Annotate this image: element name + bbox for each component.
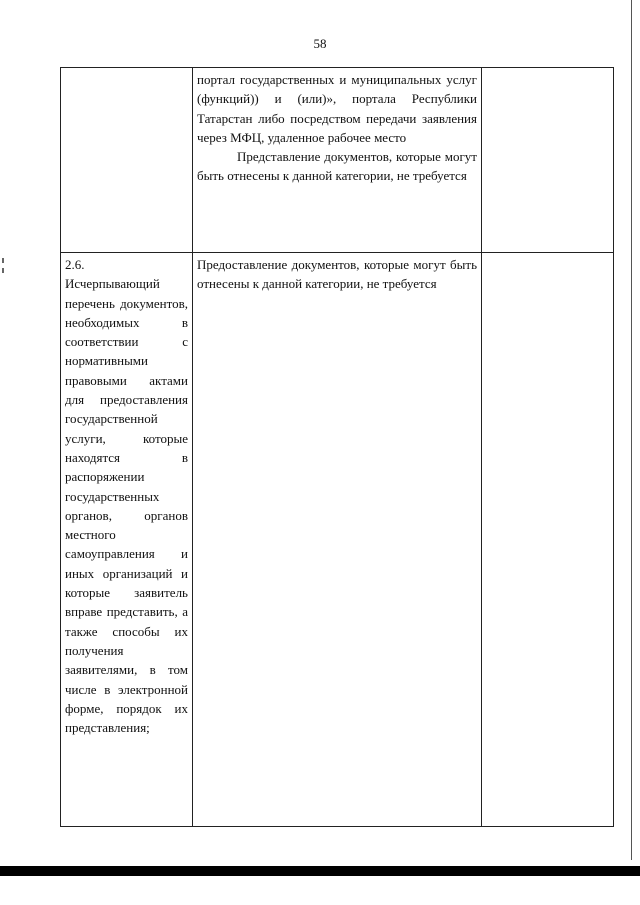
item-title-cell [61,253,193,827]
continued-row-col1 [61,68,193,253]
item-number: 2.6. [65,257,85,272]
page-number: 58 [313,36,327,51]
regulation-table [60,67,614,827]
continued-row-col3 [482,68,614,253]
item-col3 [482,253,614,827]
paragraph-documents-not-required: Представление документов, которые могут быть отнесены к данной категории, не требуется [197,149,477,184]
continued-row-content [193,68,482,253]
scan-mark [2,268,4,273]
item-content-cell [193,253,482,827]
scan-bottom-band [0,866,640,876]
scan-edge-right [631,0,632,860]
item-content: Предоставление документов, которые могут быть отнесены к данной категории, не требуется [197,257,477,292]
paragraph-portal: портал государственных и муниципальных услуг (функций)) и (или)», портала Республики Татарстан либо посредством передачи заявления через МФЦ, удаленное рабочее место [197,72,477,145]
scan-mark [2,258,4,263]
continued-row [61,68,614,253]
item-row-2-6 [61,253,614,827]
item-title: Исчерпывающий перечень документов, необходимых в соответствии с нормативными правовыми актами для предоставления государственной услуги, которые находятся в распоряжении государственных органов, органов местного самоуправления и иных организаций и которые заявитель вправе представить, а также способы их получения заявителями, в том числе в электронной форме, порядок их представления; [65,276,188,736]
